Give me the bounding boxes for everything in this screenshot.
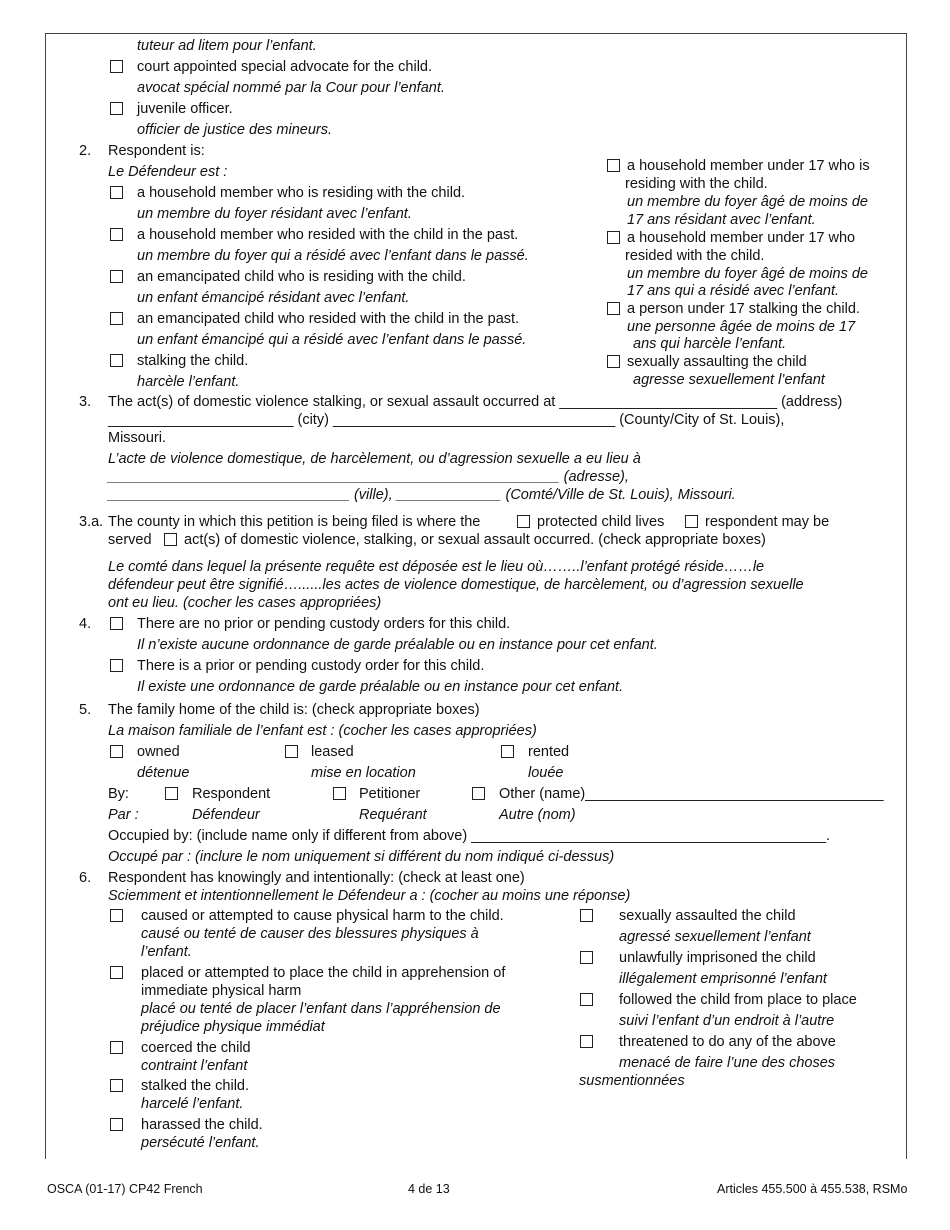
by-respondent-label-fr: Défendeur xyxy=(192,807,260,823)
harassed-checkbox[interactable] xyxy=(110,1118,123,1131)
guardian-fr: tuteur ad litem pour l’enfant. xyxy=(137,38,317,54)
respondent-right-label: a household member under 17 who is xyxy=(627,158,870,174)
venue-child-lives-checkbox[interactable] xyxy=(517,515,530,528)
conduct-right-label: unlawfully imprisoned the child xyxy=(619,950,816,966)
home-leased-checkbox[interactable] xyxy=(285,745,298,758)
home-leased-label-fr: mise en location xyxy=(311,765,416,781)
conduct-label-fr: causé ou tenté de causer des blessures physiques à xyxy=(141,926,479,942)
section-3-number: 3. xyxy=(79,394,92,410)
section-3a-text-fr: défendeur peut être signifié…......les actes de violence domestique, de harcèlement, ou d’agression sexuelle xyxy=(108,577,804,593)
respondent-household-residing-checkbox[interactable] xyxy=(110,186,123,199)
venue-acts-occurred-label: act(s) of domestic violence, stalking, or sexual assault occurred. (check appropriate boxes) xyxy=(184,532,766,548)
venue-respondent-served-label: respondent may be xyxy=(705,514,830,530)
respondent-right-label: a person under 17 stalking the child. xyxy=(627,301,860,317)
respondent-option-label: a household member who is residing with the child. xyxy=(137,185,466,201)
respondent-under17-past-checkbox[interactable] xyxy=(607,231,620,244)
conduct-label-fr: persécuté l’enfant. xyxy=(141,1135,260,1151)
section-5-number: 5. xyxy=(79,702,92,718)
respondent-option-label-fr: un membre du foyer résidant avec l’enfant. xyxy=(137,206,412,222)
respondent-right-label-fr: une personne âgée de moins de 17 xyxy=(627,319,856,335)
no-custody-orders-label-fr: Il n’existe aucune ordonnance de garde préalable ou en instance pour cet enfant. xyxy=(137,637,658,653)
conduct-right-label-fr: agressé sexuellement l’enfant xyxy=(619,929,811,945)
respondent-option-label-fr: un enfant émancipé résidant avec l’enfant. xyxy=(137,290,410,306)
respondent-option-label: an emancipated child who resided with the child in the past. xyxy=(137,311,520,327)
coerced-checkbox[interactable] xyxy=(110,1041,123,1054)
respondent-sexual-assault-checkbox[interactable] xyxy=(607,355,620,368)
no-custody-orders-label: There are no prior or pending custody orders for this child. xyxy=(137,616,511,632)
home-rented-label: rented xyxy=(528,744,570,760)
followed-checkbox[interactable] xyxy=(580,993,593,1006)
respondent-under17-residing-checkbox[interactable] xyxy=(607,159,620,172)
section-6-title: Respondent has knowingly and intentionally: (check at least one) xyxy=(108,870,525,886)
respondent-right-label-fr: ans qui harcèle l’enfant. xyxy=(633,336,787,352)
by-label: By: xyxy=(108,786,129,802)
section-3a-text: The county in which this petition is being filed is where the xyxy=(108,514,481,530)
page-number: 4 de 13 xyxy=(408,1182,450,1196)
prior-custody-order-label: There is a prior or pending custody order for this child. xyxy=(137,658,485,674)
juvenile-officer-label: juvenile officer. xyxy=(137,101,233,117)
juvenile-officer-label-fr: officier de justice des mineurs. xyxy=(137,122,333,138)
respondent-option-label: an emancipated child who is residing with the child. xyxy=(137,269,466,285)
section-3a-number: 3.a. xyxy=(79,514,104,530)
conduct-label-fr: placé ou tenté de placer l’enfant dans l’appréhension de xyxy=(141,1001,501,1017)
section-5-title: The family home of the child is: (check appropriate boxes) xyxy=(108,702,480,718)
section-3-city-fr: ______________________________ (ville), _____________ (Comté/Ville de St. Louis), Missouri. xyxy=(108,487,736,503)
conduct-label-fr: harcelé l’enfant. xyxy=(141,1096,244,1112)
apprehension-checkbox[interactable] xyxy=(110,966,123,979)
form-code: OSCA (01-17) CP42 French xyxy=(47,1182,203,1196)
home-owned-checkbox[interactable] xyxy=(110,745,123,758)
occupied-by-line: Occupied by: (include name only if different from above) ____________________________________________. xyxy=(108,828,831,844)
respondent-right-label-fr: agresse sexuellement l’enfant xyxy=(633,372,825,388)
home-rented-label-fr: louée xyxy=(528,765,564,781)
respondent-emancipated-residing-checkbox[interactable] xyxy=(110,270,123,283)
conduct-label: placed or attempted to place the child in apprehension of xyxy=(141,965,506,981)
prior-custody-order-checkbox[interactable] xyxy=(110,659,123,672)
statute-reference: Articles 455.500 à 455.538, RSMo xyxy=(717,1182,908,1196)
section-6-number: 6. xyxy=(79,870,92,886)
casa-label-fr: avocat spécial nommé par la Cour pour l’enfant. xyxy=(137,80,445,96)
respondent-option-label: a household member who resided with the child in the past. xyxy=(137,227,519,243)
casa-label: court appointed special advocate for the child. xyxy=(137,59,433,75)
by-petitioner-checkbox[interactable] xyxy=(333,787,346,800)
conduct-label-fr: l’enfant. xyxy=(141,944,192,960)
section-3-text-fr: L’acte de violence domestique, de harcèlement, ou d’agression sexuelle a eu lieu à xyxy=(108,451,641,467)
section-2-title: Respondent is: xyxy=(108,143,205,159)
section-4-number: 4. xyxy=(79,616,92,632)
section-3-address-fr: ________________________________________________________ (adresse), xyxy=(108,469,629,485)
occupied-by-line-fr: Occupé par : (inclure le nom uniquement si différent du nom indiqué ci-dessus) xyxy=(108,849,615,865)
section-3-state: Missouri. xyxy=(108,430,167,446)
conduct-label: stalked the child. xyxy=(141,1078,250,1094)
by-label-fr: Par : xyxy=(108,807,139,823)
prior-custody-order-label-fr: Il existe une ordonnance de garde préalable ou en instance pour cet enfant. xyxy=(137,679,624,695)
by-other-label: Other (name)_____________________________________ xyxy=(499,786,884,802)
conduct-right-label-fr: menacé de faire l’une des choses xyxy=(619,1055,836,1071)
by-respondent-label: Respondent xyxy=(192,786,271,802)
venue-child-lives-label: protected child lives xyxy=(537,514,665,530)
sexually-assaulted-checkbox[interactable] xyxy=(580,909,593,922)
conduct-right-label-fr: illégalement emprisonné l’enfant xyxy=(619,971,827,987)
section-5-title-fr: La maison familiale de l’enfant est : (cocher les cases appropriées) xyxy=(108,723,537,739)
home-owned-label: owned xyxy=(137,744,180,760)
venue-acts-occurred-checkbox[interactable] xyxy=(164,533,177,546)
respondent-right-label-fr: un membre du foyer âgé de moins de xyxy=(627,266,868,282)
home-owned-label-fr: détenue xyxy=(137,765,190,781)
home-leased-label: leased xyxy=(311,744,354,760)
juvenile-officer-checkbox[interactable] xyxy=(110,102,123,115)
by-petitioner-label-fr: Requérant xyxy=(359,807,427,823)
respondent-option-label: stalking the child. xyxy=(137,353,249,369)
respondent-stalking-checkbox[interactable] xyxy=(110,354,123,367)
respondent-household-past-checkbox[interactable] xyxy=(110,228,123,241)
by-other-checkbox[interactable] xyxy=(472,787,485,800)
conduct-right-label: followed the child from place to place xyxy=(619,992,857,1008)
section-3a-text-fr: Le comté dans lequel la présente requête est déposée est le lieu où……..l’enfant protégé réside……le xyxy=(108,559,765,575)
conduct-right-label-fr: suivi l’enfant d’un endroit à l’autre xyxy=(619,1013,835,1029)
conduct-label: harassed the child. xyxy=(141,1117,263,1133)
respondent-option-label-fr: un enfant émancipé qui a résidé avec l’enfant dans le passé. xyxy=(137,332,527,348)
conduct-right-label-fr: susmentionnées xyxy=(579,1073,685,1089)
section-3a-text-fr: ont eu lieu. (cocher les cases appropriées) xyxy=(108,595,382,611)
conduct-right-label: sexually assaulted the child xyxy=(619,908,796,924)
threatened-checkbox[interactable] xyxy=(580,1035,593,1048)
physical-harm-checkbox[interactable] xyxy=(110,909,123,922)
conduct-label-fr: contraint l’enfant xyxy=(141,1058,248,1074)
conduct-label: caused or attempted to cause physical harm to the child. xyxy=(141,908,504,924)
by-respondent-checkbox[interactable] xyxy=(165,787,178,800)
section-3-address-line: The act(s) of domestic violence stalking, or sexual assault occurred at ___________________________ (address) xyxy=(108,394,843,410)
respondent-right-label-fr: un membre du foyer âgé de moins de xyxy=(627,194,868,210)
respondent-right-label: a household member under 17 who xyxy=(627,230,856,246)
section-3-city-line: _______________________ (city) ___________________________________ (County/City of St. Louis), xyxy=(108,412,785,428)
respondent-right-label: sexually assaulting the child xyxy=(627,354,807,370)
respondent-emancipated-past-checkbox[interactable] xyxy=(110,312,123,325)
respondent-right-label: resided with the child. xyxy=(625,248,765,264)
conduct-label: coerced the child xyxy=(141,1040,251,1056)
respondent-right-label-fr: 17 ans qui a résidé avec l’enfant. xyxy=(627,283,839,299)
section-2-title-fr: Le Défendeur est : xyxy=(108,164,228,180)
respondent-option-label-fr: harcèle l’enfant. xyxy=(137,374,240,390)
respondent-under17-stalking-checkbox[interactable] xyxy=(607,302,620,315)
by-other-label-fr: Autre (nom) xyxy=(499,807,576,823)
imprisoned-checkbox[interactable] xyxy=(580,951,593,964)
section-3a-text: served xyxy=(108,532,152,548)
conduct-right-label: threatened to do any of the above xyxy=(619,1034,836,1050)
respondent-option-label-fr: un membre du foyer qui a résidé avec l’enfant dans le passé. xyxy=(137,248,529,264)
no-custody-orders-checkbox[interactable] xyxy=(110,617,123,630)
section-2-number: 2. xyxy=(79,143,92,159)
conduct-label: immediate physical harm xyxy=(141,983,302,999)
respondent-right-label: residing with the child. xyxy=(625,176,768,192)
respondent-right-label-fr: 17 ans résidant avec l’enfant. xyxy=(627,212,816,228)
section-6-title-fr: Sciemment et intentionnellement le Défendeur a : (cocher au moins une réponse) xyxy=(108,888,631,904)
casa-checkbox[interactable] xyxy=(110,60,123,73)
conduct-label-fr: préjudice physique immédiat xyxy=(141,1019,325,1035)
by-petitioner-label: Petitioner xyxy=(359,786,421,802)
venue-respondent-served-checkbox[interactable] xyxy=(685,515,698,528)
home-rented-checkbox[interactable] xyxy=(501,745,514,758)
stalked-checkbox[interactable] xyxy=(110,1079,123,1092)
